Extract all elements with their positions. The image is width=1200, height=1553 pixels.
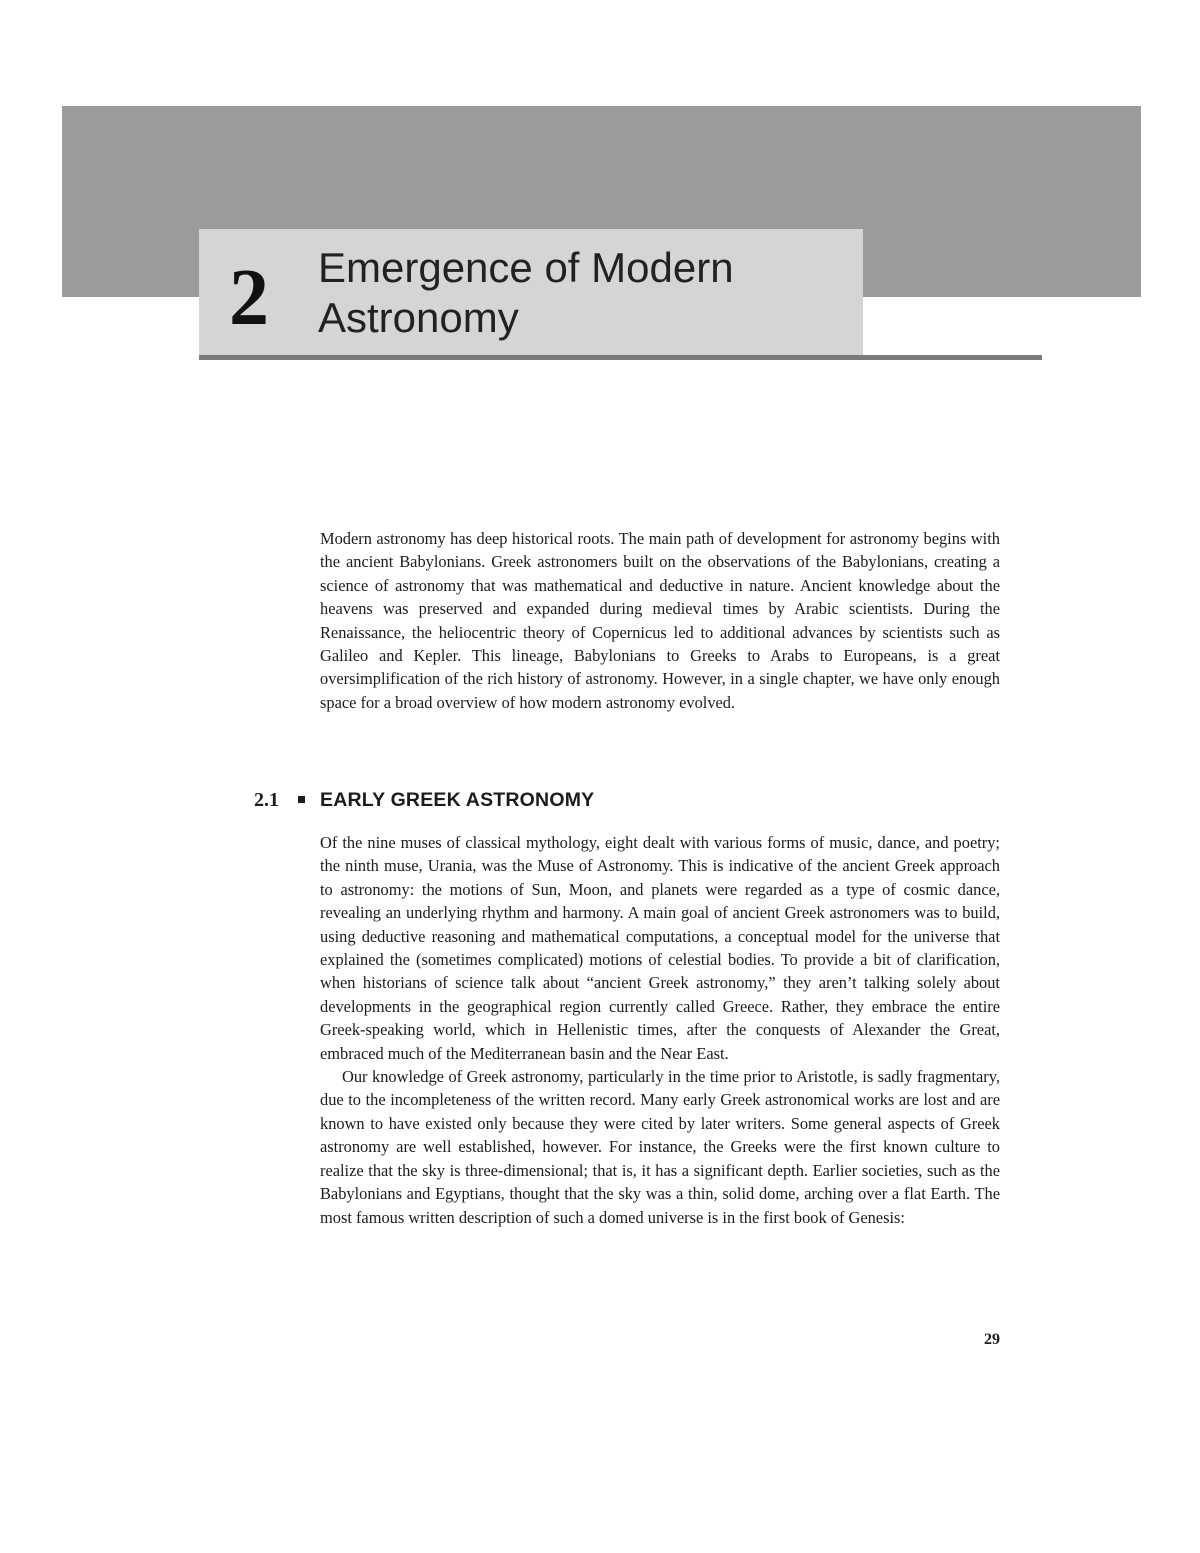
body-paragraph: Of the nine muses of classical mythology, eight dealt with various forms of music, dance, and poetry; the ninth muse, Urania, was the Muse of Astronomy. This is indicative of the ancient Greek approach to astronomy: the motions of Sun, Moon, and planets were regarded as a type of cosmic dance, revealing an underlying rhythm and harmony. A main goal of ancient Greek astronomers was to build, using deductive reasoning and mathematical computations, a conceptual model for the universe that explained the (sometimes complicated) motions of celestial bodies. To provide a bit of clarification, when historians of science talk about “ancient Greek astronomy,” they aren’t talking solely about developments in the geographical region currently called Greece. Rather, they embrace the entire Greek-speaking world, which in Hellenistic times, after the conquests of Alexander the Great, embraced much of the Mediterranean basin and the Near East. [320,833,1000,1063]
section-heading [254,786,1000,814]
chapter-title: Emergence of Modern Astronomy [318,244,734,341]
section-title: EARLY GREEK ASTRONOMY [320,789,595,811]
intro-paragraph: Modern astronomy has deep historical roots. The main path of development for astronomy begins with the ancient Babylonians. Greek astronomers built on the observations of the Babylonians, creating a science of astronomy that was mathematical and deductive in nature. Ancient knowledge about the heavens was preserved and expanded during medieval times by Arabic scientists. During the Renaissance, the heliocentric theory of Copernicus led to additional advances by scientists such as Galileo and Kepler. This lineage, Babylonians to Greeks to Arabs to Europeans, is a great oversimplification of the rich history of astronomy. However, in a single chapter, we have only enough space for a broad overview of how modern astronomy evolved. [320,529,1000,712]
body-paragraph: Our knowledge of Greek astronomy, particularly in the time prior to Aristotle, is sadly fragmentary, due to the incompleteness of the written record. Many early Greek astronomical works are lost and are known to have existed only because they were cited by later writers. Some general aspects of Greek astronomy are well established, however. For instance, the Greeks were the first known culture to realize that the sky is three-dimensional; that is, it has a significant depth. Earlier societies, such as the Babylonians and Egyptians, thought that the sky was a thin, solid dome, arching over a flat Earth. The most famous written description of such a domed universe is in the first book of Genesis: [320,1067,1000,1227]
chapter-number: 2 [229,254,269,342]
section-bullet-icon [298,796,305,803]
section-number: 2.1 [254,789,279,811]
page-number: 29 [984,1331,1000,1348]
section-body [320,831,1000,1229]
chapter-title-rule [199,355,1042,360]
